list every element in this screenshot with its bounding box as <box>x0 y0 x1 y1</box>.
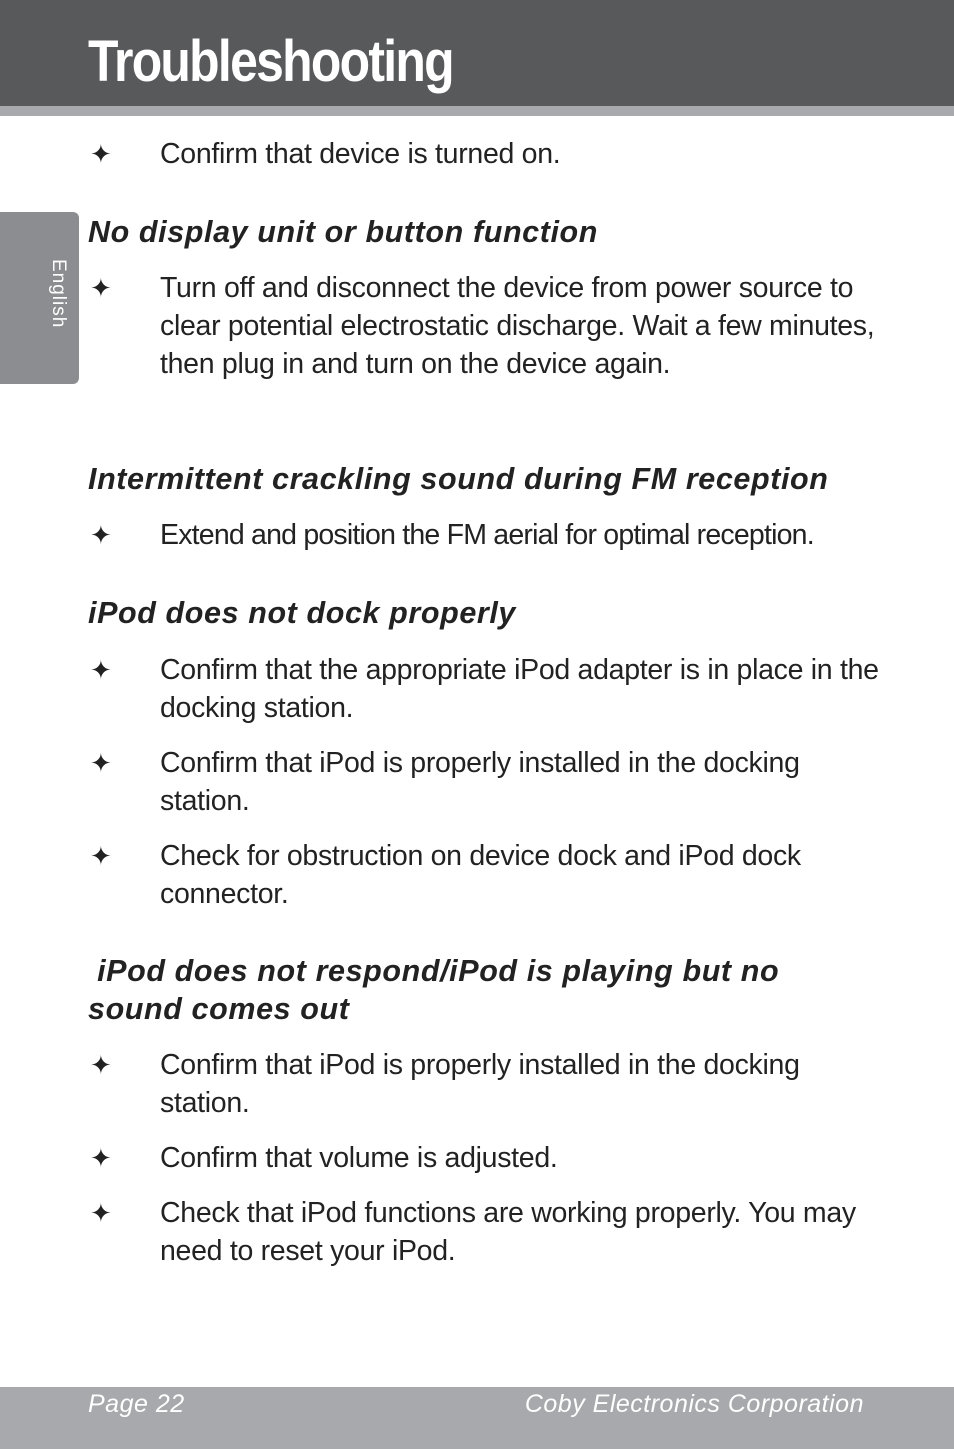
company-name: Coby Electronics Corporation <box>524 1390 864 1418</box>
page-number: Page 22 <box>88 1390 185 1418</box>
star-bullet-icon: ✦ <box>90 520 112 550</box>
star-bullet-icon: ✦ <box>90 139 112 169</box>
section-heading: No display unit or button function <box>88 215 599 249</box>
star-bullet-icon: ✦ <box>90 1143 112 1173</box>
list-item-text: Turn off and disconnect the device from power source to clear potential electrostatic discharge. Wait a few minutes, then plug in and turn on the device again. <box>160 272 875 380</box>
list-item <box>90 1139 880 1177</box>
list-item <box>90 837 880 913</box>
star-bullet-icon: ✦ <box>90 655 112 685</box>
list-item-text: Confirm that iPod is properly installed in the docking station. <box>160 1049 800 1119</box>
star-bullet-icon: ✦ <box>90 748 112 778</box>
star-bullet-icon: ✦ <box>90 841 112 871</box>
section-heading: iPod does not respond/iPod is playing but no sound comes out <box>88 954 789 1026</box>
list-item-text: Extend and position the FM aerial for optimal reception. <box>160 519 814 551</box>
star-bullet-icon: ✦ <box>90 1050 112 1080</box>
list-item <box>90 744 880 820</box>
star-bullet-icon: ✦ <box>90 1198 112 1228</box>
language-label: English <box>48 259 69 329</box>
list-item <box>90 651 880 727</box>
list-item <box>90 269 880 383</box>
list-item <box>90 516 880 554</box>
star-bullet-icon: ✦ <box>90 273 112 303</box>
header-rule <box>0 106 954 116</box>
list-item <box>90 135 880 173</box>
list-item-text: Check for obstruction on device dock and iPod dock connector. <box>160 840 801 910</box>
section-heading: iPod does not dock properly <box>88 596 516 630</box>
list-item-text: Check that iPod functions are working properly. You may need to reset your iPod. <box>160 1197 856 1267</box>
list-item <box>90 1194 880 1270</box>
section-heading: Intermittent crackling sound during FM reception <box>88 462 829 496</box>
list-item-text: Confirm that device is turned on. <box>160 138 561 170</box>
list-item <box>90 1046 880 1122</box>
list-item-text: Confirm that iPod is properly installed in the docking station. <box>160 747 800 817</box>
list-item-text: Confirm that volume is adjusted. <box>160 1142 558 1174</box>
page-title: Troubleshooting <box>88 29 453 94</box>
list-item-text: Confirm that the appropriate iPod adapter is in place in the docking station. <box>160 654 879 724</box>
